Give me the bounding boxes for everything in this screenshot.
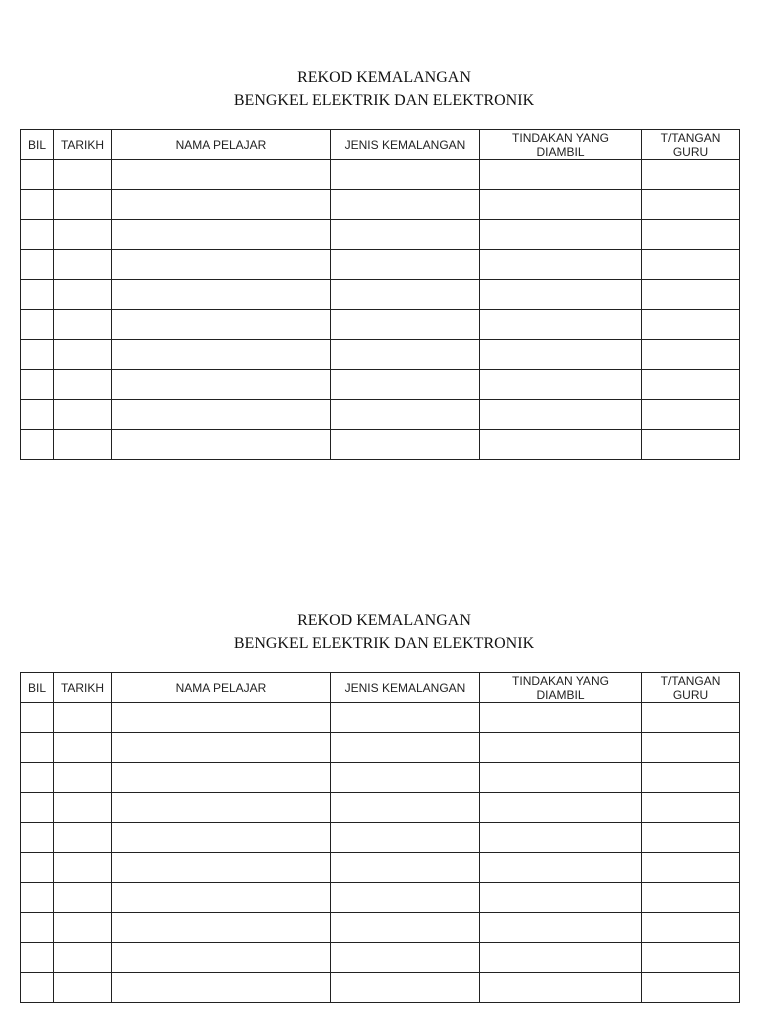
- cell-tarikh: [54, 400, 112, 430]
- cell-tindakan-yang-diambil: [480, 280, 642, 310]
- cell-tarikh: [54, 160, 112, 190]
- cell-tarikh: [54, 943, 112, 973]
- cell-bil: [21, 190, 54, 220]
- cell-tindakan-yang-diambil: [480, 400, 642, 430]
- cell-tandatangan-guru: [642, 703, 740, 733]
- cell-nama-pelajar: [112, 370, 331, 400]
- table-row: [21, 310, 740, 340]
- cell-tindakan-yang-diambil: [480, 853, 642, 883]
- cell-tandatangan-guru: [642, 430, 740, 460]
- cell-tarikh: [54, 913, 112, 943]
- accident-record-table: [20, 672, 740, 1003]
- cell-jenis-kemalangan: [331, 280, 480, 310]
- cell-tandatangan-guru: [642, 340, 740, 370]
- cell-tarikh: [54, 430, 112, 460]
- cell-tarikh: [54, 280, 112, 310]
- column-header-nama-pelajar: NAMA PELAJAR: [112, 673, 331, 703]
- cell-tindakan-yang-diambil: [480, 883, 642, 913]
- cell-jenis-kemalangan: [331, 160, 480, 190]
- cell-jenis-kemalangan: [331, 250, 480, 280]
- cell-tarikh: [54, 733, 112, 763]
- cell-tandatangan-guru: [642, 973, 740, 1003]
- cell-nama-pelajar: [112, 823, 331, 853]
- cell-bil: [21, 733, 54, 763]
- cell-nama-pelajar: [112, 733, 331, 763]
- cell-tindakan-yang-diambil: [480, 733, 642, 763]
- cell-bil: [21, 853, 54, 883]
- column-header-tandatangan-guru: T/TANGAN GURU: [642, 673, 740, 703]
- cell-tandatangan-guru: [642, 823, 740, 853]
- cell-tindakan-yang-diambil: [480, 973, 642, 1003]
- cell-tarikh: [54, 370, 112, 400]
- table-row: [21, 943, 740, 973]
- table-row: [21, 883, 740, 913]
- cell-nama-pelajar: [112, 973, 331, 1003]
- cell-tandatangan-guru: [642, 280, 740, 310]
- table-header-row: [21, 673, 740, 703]
- cell-jenis-kemalangan: [331, 400, 480, 430]
- cell-nama-pelajar: [112, 853, 331, 883]
- cell-tarikh: [54, 220, 112, 250]
- cell-nama-pelajar: [112, 280, 331, 310]
- table-row: [21, 913, 740, 943]
- table-row: [21, 703, 740, 733]
- cell-jenis-kemalangan: [331, 943, 480, 973]
- cell-jenis-kemalangan: [331, 430, 480, 460]
- cell-nama-pelajar: [112, 340, 331, 370]
- column-header-tandatangan-guru: T/TANGAN GURU: [642, 130, 740, 160]
- cell-jenis-kemalangan: [331, 190, 480, 220]
- table-row: [21, 430, 740, 460]
- cell-jenis-kemalangan: [331, 733, 480, 763]
- cell-nama-pelajar: [112, 763, 331, 793]
- cell-tindakan-yang-diambil: [480, 430, 642, 460]
- cell-tandatangan-guru: [642, 250, 740, 280]
- table-row: [21, 220, 740, 250]
- cell-jenis-kemalangan: [331, 220, 480, 250]
- cell-tarikh: [54, 703, 112, 733]
- cell-bil: [21, 310, 54, 340]
- table-row: [21, 973, 740, 1003]
- accident-record-form-2: [0, 609, 768, 702]
- cell-nama-pelajar: [112, 160, 331, 190]
- form-subtitle: BENGKEL ELEKTRIK DAN ELEKTRONIK: [233, 92, 535, 109]
- cell-bil: [21, 943, 54, 973]
- form-subtitle: BENGKEL ELEKTRIK DAN ELEKTRONIK: [233, 635, 535, 652]
- cell-jenis-kemalangan: [331, 823, 480, 853]
- cell-tarikh: [54, 973, 112, 1003]
- cell-bil: [21, 160, 54, 190]
- column-header-jenis-kemalangan: JENIS KEMALANGAN: [331, 673, 480, 703]
- cell-tandatangan-guru: [642, 310, 740, 340]
- cell-tindakan-yang-diambil: [480, 943, 642, 973]
- cell-tindakan-yang-diambil: [480, 340, 642, 370]
- cell-jenis-kemalangan: [331, 340, 480, 370]
- table-row: [21, 160, 740, 190]
- cell-tandatangan-guru: [642, 883, 740, 913]
- cell-bil: [21, 430, 54, 460]
- cell-tindakan-yang-diambil: [480, 370, 642, 400]
- cell-tarikh: [54, 793, 112, 823]
- cell-tandatangan-guru: [642, 370, 740, 400]
- cell-tandatangan-guru: [642, 733, 740, 763]
- cell-tindakan-yang-diambil: [480, 703, 642, 733]
- cell-tindakan-yang-diambil: [480, 250, 642, 280]
- cell-nama-pelajar: [112, 400, 331, 430]
- cell-bil: [21, 400, 54, 430]
- cell-tarikh: [54, 310, 112, 340]
- cell-tindakan-yang-diambil: [480, 190, 642, 220]
- table-row: [21, 250, 740, 280]
- cell-tarikh: [54, 823, 112, 853]
- cell-tandatangan-guru: [642, 853, 740, 883]
- cell-nama-pelajar: [112, 883, 331, 913]
- cell-jenis-kemalangan: [331, 703, 480, 733]
- column-header-tarikh: TARIKH: [54, 130, 112, 160]
- cell-jenis-kemalangan: [331, 793, 480, 823]
- cell-tarikh: [54, 853, 112, 883]
- column-header-jenis-kemalangan: JENIS KEMALANGAN: [331, 130, 480, 160]
- cell-tandatangan-guru: [642, 763, 740, 793]
- cell-tarikh: [54, 763, 112, 793]
- cell-tindakan-yang-diambil: [480, 823, 642, 853]
- cell-bil: [21, 973, 54, 1003]
- cell-bil: [21, 280, 54, 310]
- cell-tindakan-yang-diambil: [480, 310, 642, 340]
- column-header-tindakan-yang-diambil: TINDAKAN YANG DIAMBIL: [480, 673, 642, 703]
- cell-tandatangan-guru: [642, 220, 740, 250]
- table-row: [21, 853, 740, 883]
- column-header-bil: BIL: [21, 673, 54, 703]
- accident-record-table: [20, 129, 740, 460]
- table-row: [21, 400, 740, 430]
- accident-record-form-1: [0, 66, 768, 159]
- cell-tandatangan-guru: [642, 943, 740, 973]
- cell-bil: [21, 340, 54, 370]
- table-row: [21, 280, 740, 310]
- cell-tindakan-yang-diambil: [480, 913, 642, 943]
- column-header-bil: BIL: [21, 130, 54, 160]
- table-row: [21, 340, 740, 370]
- cell-nama-pelajar: [112, 190, 331, 220]
- cell-bil: [21, 250, 54, 280]
- cell-nama-pelajar: [112, 310, 331, 340]
- table-row: [21, 823, 740, 853]
- cell-tindakan-yang-diambil: [480, 220, 642, 250]
- table-row: [21, 370, 740, 400]
- cell-bil: [21, 913, 54, 943]
- cell-jenis-kemalangan: [331, 310, 480, 340]
- form-title: REKOD KEMALANGAN: [297, 612, 471, 629]
- cell-nama-pelajar: [112, 913, 331, 943]
- cell-tandatangan-guru: [642, 913, 740, 943]
- cell-jenis-kemalangan: [331, 370, 480, 400]
- cell-nama-pelajar: [112, 430, 331, 460]
- table-row: [21, 763, 740, 793]
- cell-tarikh: [54, 883, 112, 913]
- cell-tandatangan-guru: [642, 160, 740, 190]
- cell-bil: [21, 883, 54, 913]
- cell-tarikh: [54, 250, 112, 280]
- cell-bil: [21, 703, 54, 733]
- cell-bil: [21, 763, 54, 793]
- cell-bil: [21, 823, 54, 853]
- cell-bil: [21, 370, 54, 400]
- cell-tindakan-yang-diambil: [480, 763, 642, 793]
- form-title: REKOD KEMALANGAN: [297, 69, 471, 86]
- form-heading: [0, 609, 768, 655]
- cell-tandatangan-guru: [642, 793, 740, 823]
- cell-tarikh: [54, 340, 112, 370]
- cell-nama-pelajar: [112, 703, 331, 733]
- cell-tindakan-yang-diambil: [480, 160, 642, 190]
- cell-tarikh: [54, 190, 112, 220]
- cell-tindakan-yang-diambil: [480, 793, 642, 823]
- cell-jenis-kemalangan: [331, 973, 480, 1003]
- table-header-row: [21, 130, 740, 160]
- cell-nama-pelajar: [112, 250, 331, 280]
- table-row: [21, 190, 740, 220]
- column-header-nama-pelajar: NAMA PELAJAR: [112, 130, 331, 160]
- cell-nama-pelajar: [112, 943, 331, 973]
- table-row: [21, 733, 740, 763]
- cell-nama-pelajar: [112, 220, 331, 250]
- cell-jenis-kemalangan: [331, 883, 480, 913]
- cell-jenis-kemalangan: [331, 853, 480, 883]
- column-header-tindakan-yang-diambil: TINDAKAN YANG DIAMBIL: [480, 130, 642, 160]
- cell-jenis-kemalangan: [331, 763, 480, 793]
- cell-tandatangan-guru: [642, 400, 740, 430]
- cell-bil: [21, 220, 54, 250]
- cell-jenis-kemalangan: [331, 913, 480, 943]
- form-heading: [0, 66, 768, 112]
- table-row: [21, 793, 740, 823]
- column-header-tarikh: TARIKH: [54, 673, 112, 703]
- cell-bil: [21, 793, 54, 823]
- cell-nama-pelajar: [112, 793, 331, 823]
- cell-tandatangan-guru: [642, 190, 740, 220]
